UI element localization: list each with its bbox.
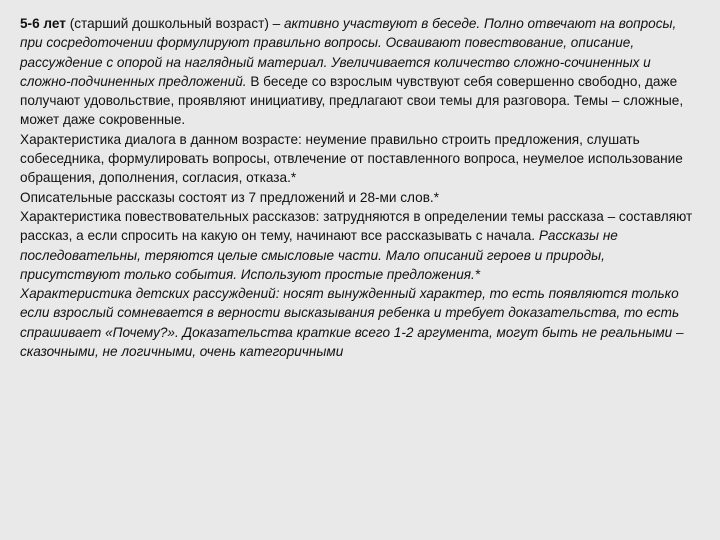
slide-text-body: [20, 14, 700, 361]
conversation-behavior-text: В беседе со взрослым чувствуют себя совершенно свободно, даже получают удовольствие, проявляют инициативу, предлагают свои темы для разговора. Темы – сложные, может даже сокровенные.: [20, 73, 684, 128]
dialogue-characteristics-text: Характеристика диалога в данном возрасте: неумение правильно строить предложения, слушать собеседника, формулировать вопросы, отвлечение от поставленного вопроса, неумелое использование обращения, дополнения, согласия, отказа.*: [20, 131, 683, 186]
reasoning-characteristics-text: Характеристика детских рассуждений: носят вынужденный характер, то есть появляются только если взрослый сомневается в верности высказывания ребенка и требует доказательства, то есть спрашивает «Почему?». Доказательства краткие всего 1-2 аргумента, могут быть не реальными – сказочными, не логичными, очень категоричными: [20, 286, 684, 360]
paragraph-age-description: [20, 14, 700, 130]
age-range-heading: 5-6 лет: [20, 16, 66, 31]
paragraph-descriptive-stories: [20, 188, 700, 207]
age-range-note: (старший дошкольный возраст) –: [65, 16, 284, 31]
conversation-skills-text: активно участвуют в беседе. Полно отвечают на вопросы, при сосредоточении формулируют правильно вопросы. Осваивают повествование, описание, рассуждение с опорой на наглядный материал. Увеличивается количество сложно-сочиненных и сложно-подчиненных предложений.: [20, 16, 677, 89]
paragraph-narrative-stories: [20, 207, 700, 284]
paragraph-reasoning-characteristics: [20, 284, 700, 361]
narrative-stories-italic-text: Рассказы не последовательны, теряются целые смысловые части. Мало описаний героев и природы, присутствуют только события. Используют простые предложения.*: [20, 228, 618, 282]
descriptive-stories-text: Описательные рассказы состоят из 7 предложений и 28-ми слов.*: [20, 189, 439, 205]
narrative-stories-text: Характеристика повествовательных рассказов: затрудняются в определении темы рассказа – составляют рассказ, а если спросить на какую он тему, начинают все рассказывать с начала.: [20, 208, 693, 244]
paragraph-dialogue-characteristics: [20, 130, 700, 188]
